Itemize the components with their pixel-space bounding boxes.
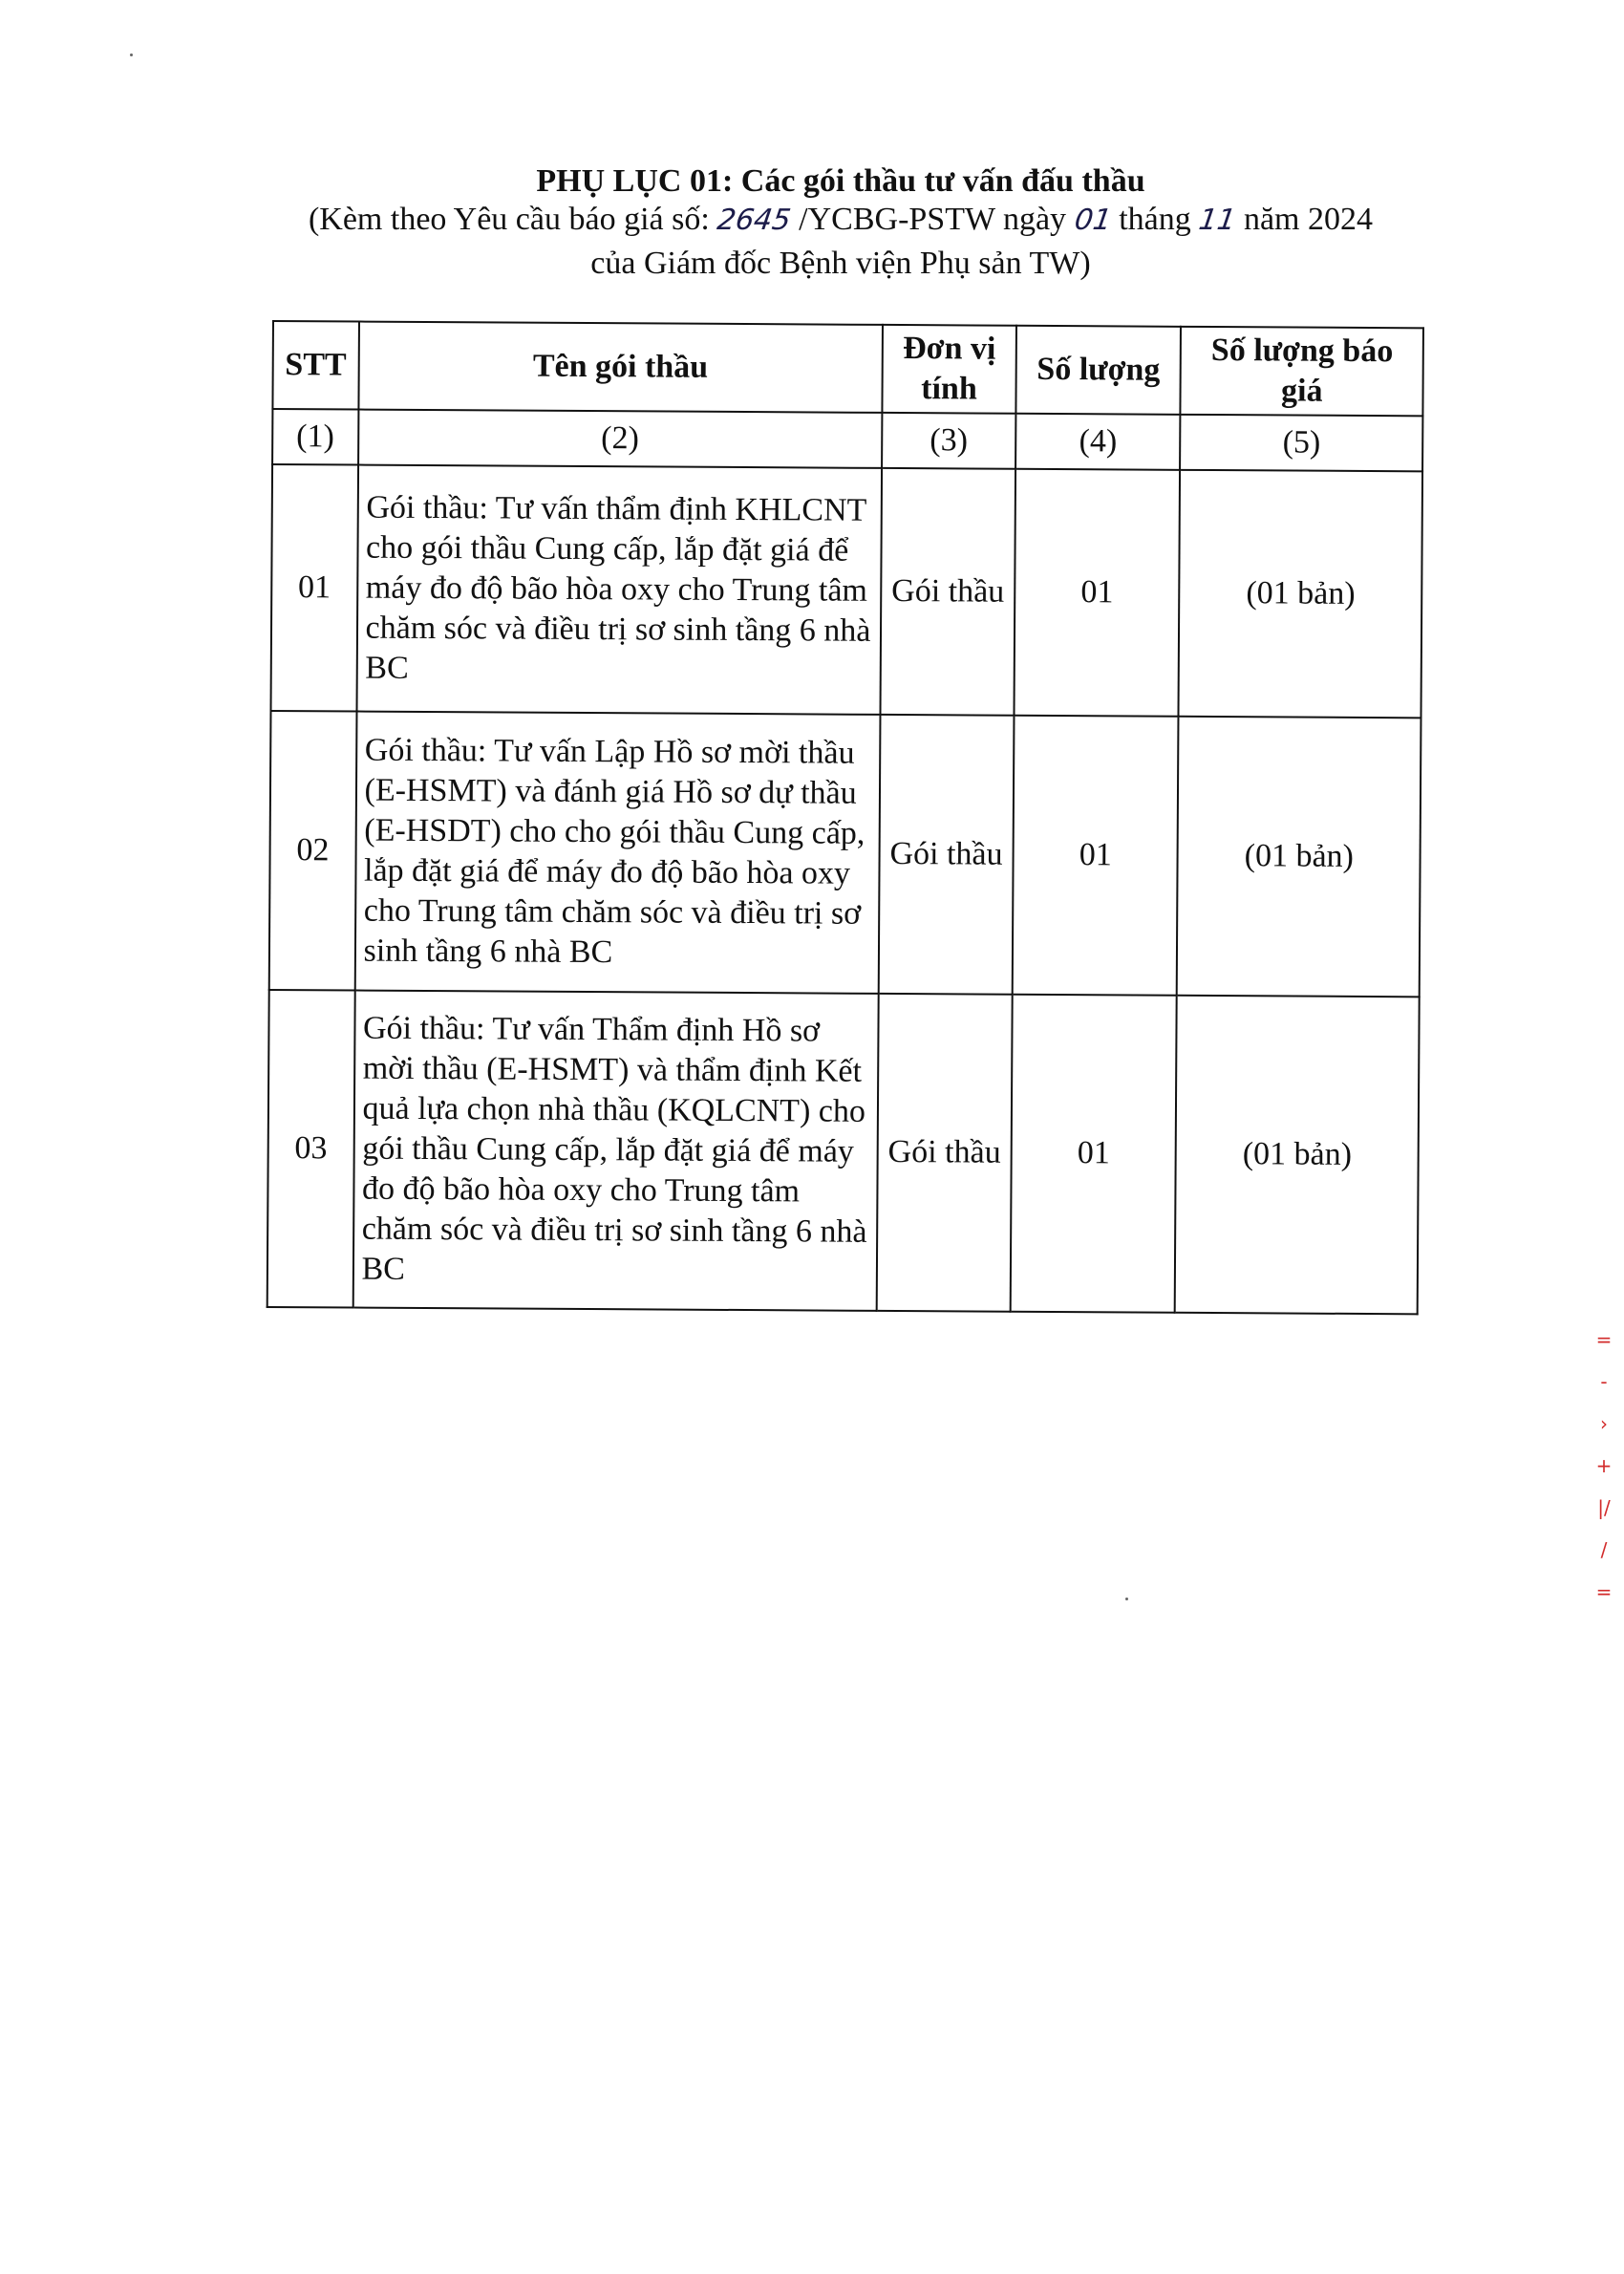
row-package-name: Gói thầu: Tư vấn Thẩm định Hồ sơ mời thầu (E-HSMT) và thẩm định Kết quả lựa chọn nhà thầu (KQLCNT) cho gói thầu Cung cấp, lắp đặt giá để máy đo độ bão hòa oxy cho Trung tâm chăm sóc và điều trị sơ sinh tầng 6 nhà BC (353, 991, 878, 1311)
scan-speck (1125, 1598, 1128, 1600)
header-quote-quantity: Số lượng báo giá (1181, 327, 1423, 417)
column-number: (5) (1181, 415, 1423, 472)
column-number: (1) (272, 409, 358, 465)
scan-speck (130, 54, 133, 56)
header-unit: Đơn vị tính (882, 325, 1015, 414)
handwritten-month: 11 (1196, 204, 1238, 237)
row-quote-quantity: (01 bản) (1175, 996, 1420, 1315)
row-unit: Gói thầu (879, 715, 1015, 995)
handwritten-day: 01 (1072, 204, 1114, 237)
row-package-name: Gói thầu: Tư vấn Lập Hồ sơ mời thầu (E-HSMT) và đánh giá Hồ sơ dự thầu (E-HSDT) cho cho gói thầu Cung cấp, lắp đặt giá để máy đo độ bão hòa oxy cho Trung tâm chăm sóc và điều trị sơ sinh tầng 6 nhà BC (354, 712, 880, 994)
row-unit: Gói thầu (877, 994, 1013, 1312)
appendix-subtitle-line1 (220, 199, 1462, 242)
header-package-name: Tên gói thầu (358, 322, 883, 413)
table-row (267, 990, 1420, 1314)
row-quantity: 01 (1011, 995, 1178, 1313)
red-stamp-edge-marks: = - › + |/ / = (1595, 1328, 1613, 1603)
column-number-row (272, 409, 1422, 471)
row-quantity: 01 (1013, 716, 1179, 996)
row-stt: 01 (271, 464, 358, 712)
appendix-subtitle-line2: của Giám đốc Bệnh viện Phụ sản TW) (590, 246, 1091, 281)
column-number: (3) (882, 413, 1015, 469)
table-row (269, 711, 1421, 997)
column-number: (2) (358, 410, 883, 468)
subtitle-part3: tháng (1119, 202, 1191, 237)
subtitle-part4: năm 2024 (1243, 202, 1374, 237)
table-row (271, 464, 1423, 718)
row-stt: 02 (269, 711, 356, 991)
handwritten-number: 2645 (715, 204, 794, 237)
bidding-packages-table (267, 320, 1424, 1315)
column-number: (4) (1015, 414, 1181, 470)
appendix-title-text: Các gói thầu tư vấn đấu thầu (740, 163, 1145, 199)
appendix-title (220, 161, 1462, 203)
header-stt: STT (272, 321, 358, 410)
row-quote-quantity: (01 bản) (1177, 717, 1421, 998)
appendix-title-prefix: PHỤ LỤC 01: (536, 163, 734, 199)
header-quantity: Số lượng (1015, 326, 1181, 415)
table-header-row (272, 321, 1423, 416)
subtitle-part2: /YCBG-PSTW ngày (799, 202, 1067, 237)
row-stt: 03 (267, 990, 355, 1308)
row-quote-quantity: (01 bản) (1179, 470, 1422, 719)
row-unit: Gói thầu (881, 468, 1015, 716)
subtitle-part1: (Kèm theo Yêu cầu báo giá số: (308, 202, 710, 237)
row-quantity: 01 (1014, 469, 1180, 717)
row-package-name: Gói thầu: Tư vấn thẩm định KHLCNT cho gói thầu Cung cấp, lắp đặt giá để máy đo độ bão hòa oxy cho Trung tâm chăm sóc và điều trị sơ sinh tầng 6 nhà BC (356, 465, 882, 715)
